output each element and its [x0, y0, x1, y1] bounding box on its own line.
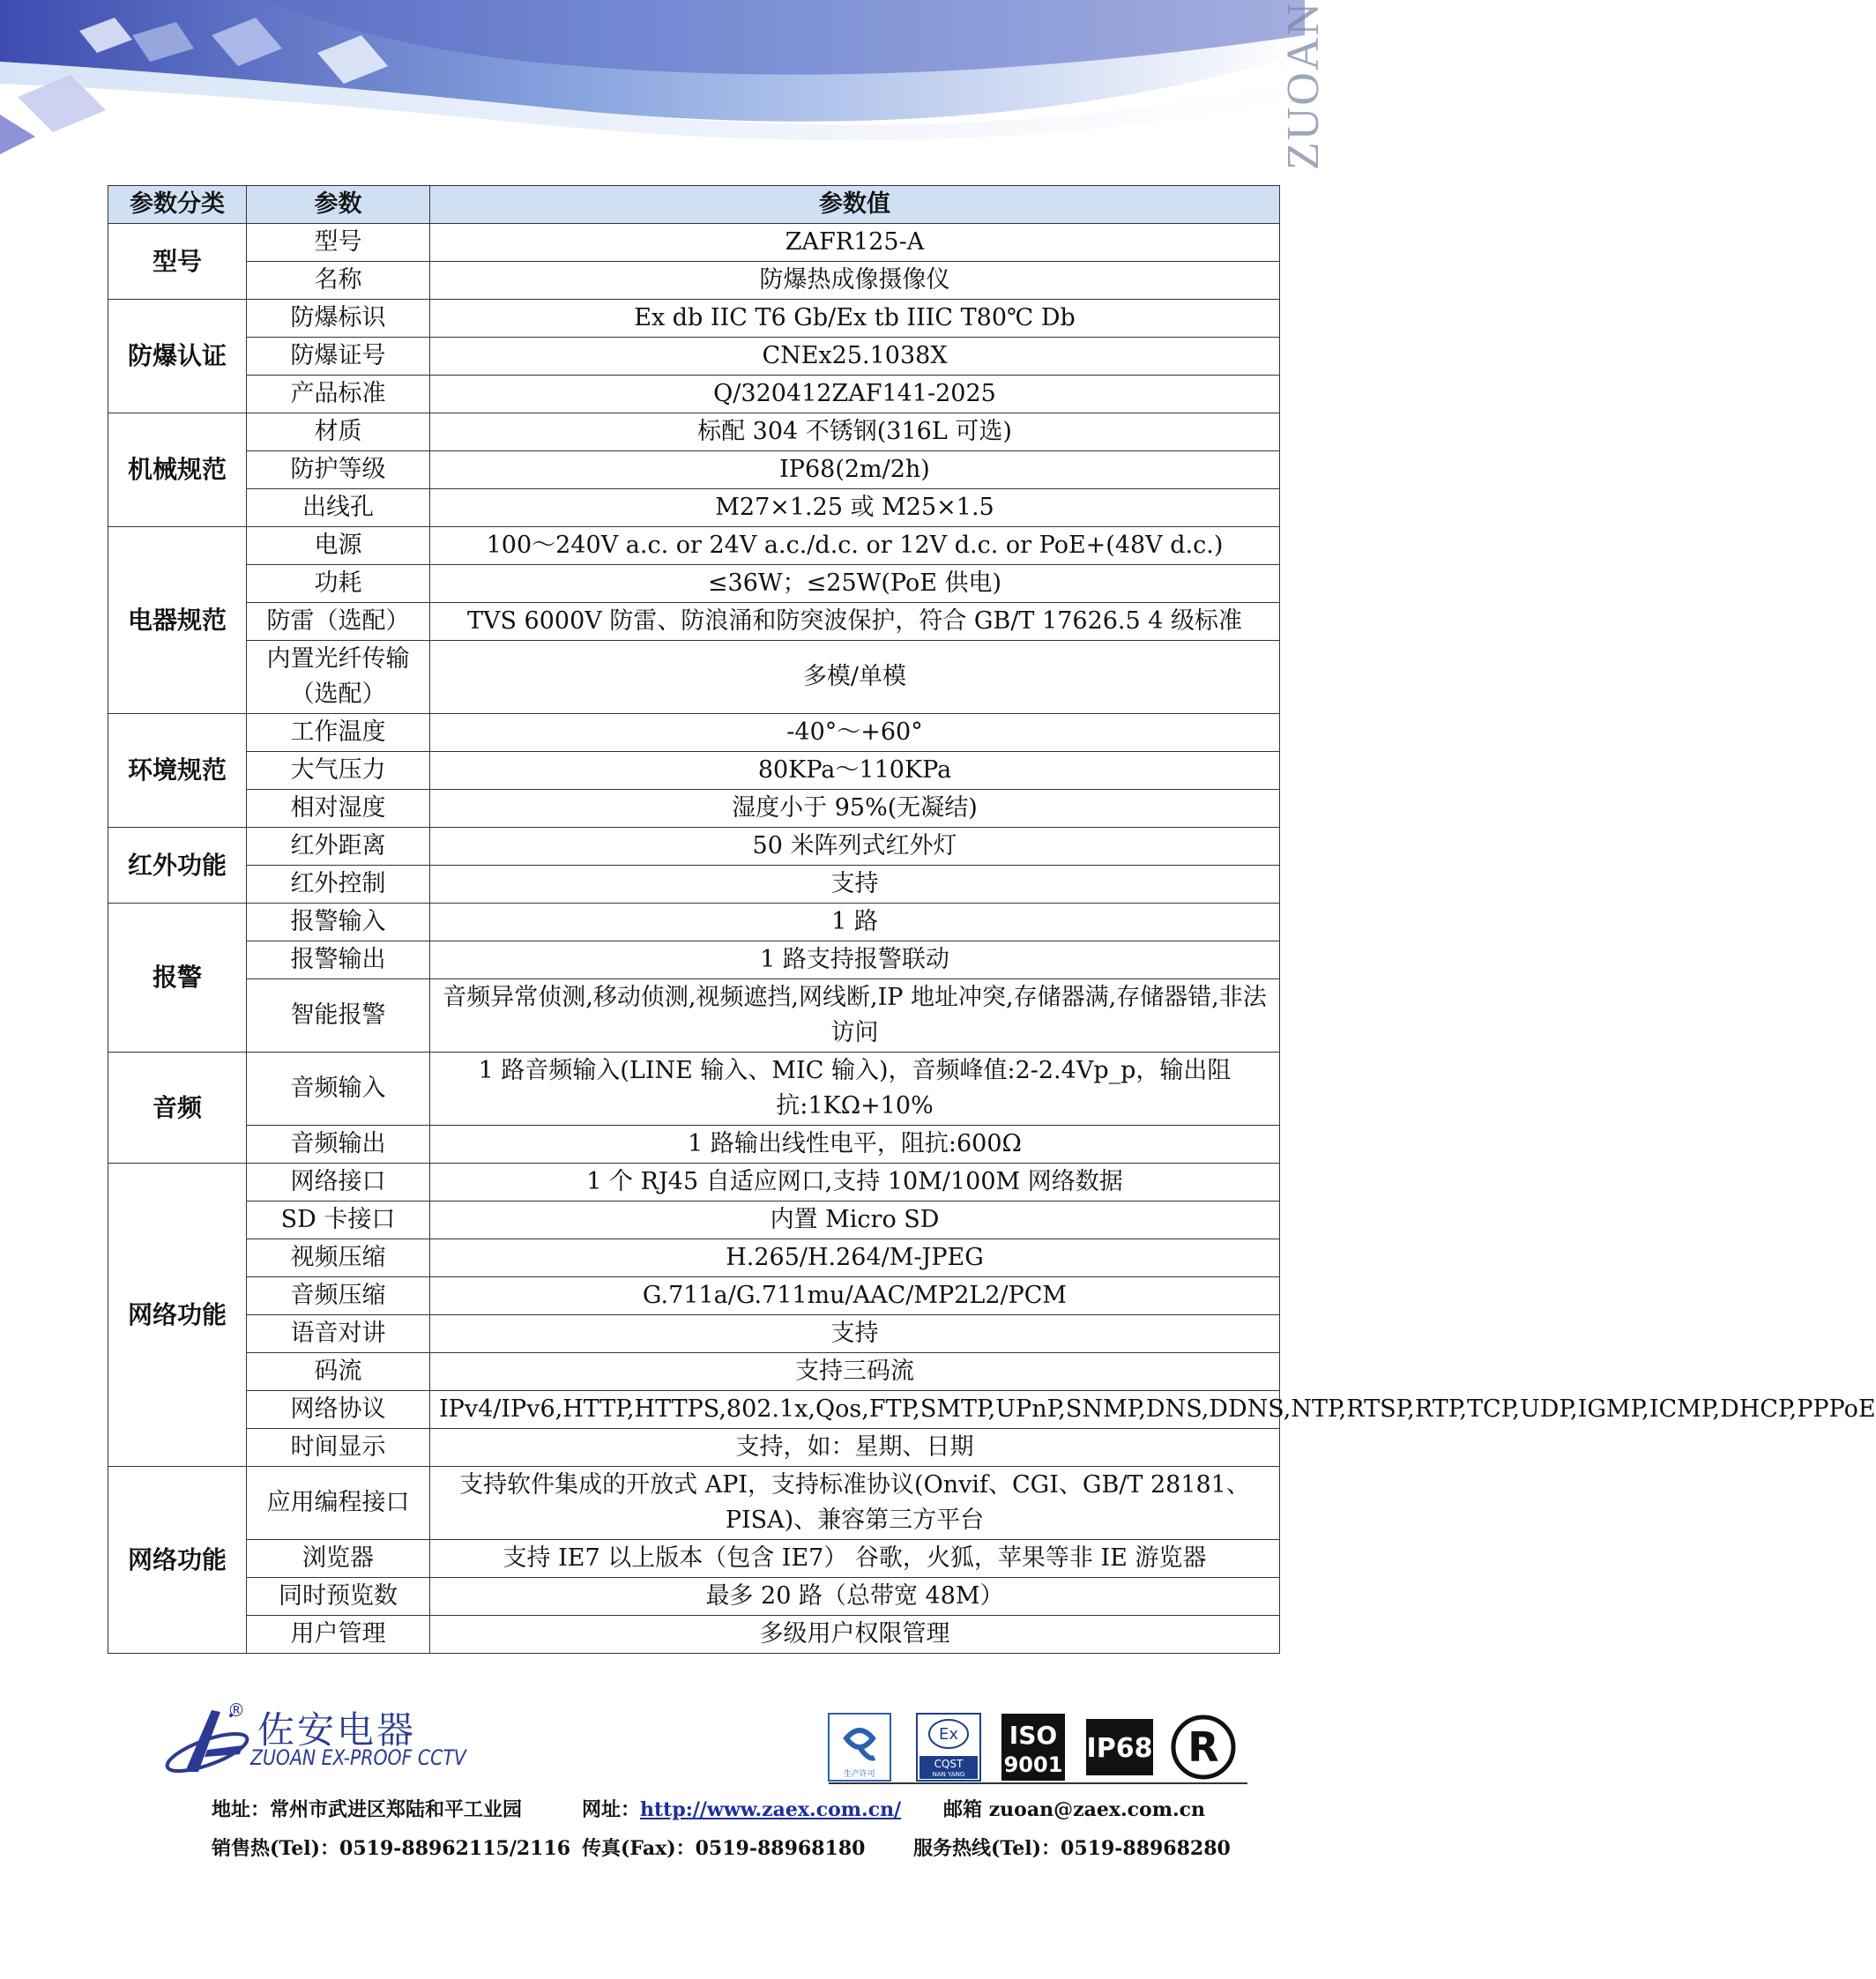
parameter-name-cell: 视频压缩: [247, 1239, 430, 1277]
parameter-name-cell: 红外控制: [247, 866, 430, 904]
table-row: [108, 1391, 1280, 1429]
table-row: [108, 1164, 1280, 1202]
category-cell: 电器规范: [108, 527, 247, 714]
parameter-name-cell: 红外距离: [247, 828, 430, 866]
parameter-value-cell: 防爆热成像摄像仪: [430, 262, 1280, 300]
registered-mark: ®: [227, 1700, 245, 1721]
parameter-name-cell: 浏览器: [247, 1540, 430, 1578]
parameter-name-cell: SD 卡接口: [247, 1202, 430, 1239]
parameter-name-cell: 报警输入: [247, 904, 430, 941]
parameter-value-cell: 1 路输出线性电平，阻抗:600Ω: [430, 1126, 1280, 1164]
table-row: [108, 603, 1280, 641]
parameter-value-cell: ≤36W；≤25W(PoE 供电): [430, 565, 1280, 603]
parameter-value-cell: -40°～+60°: [430, 714, 1280, 752]
parameter-name-cell: 功耗: [247, 565, 430, 603]
table-row: [108, 641, 1280, 714]
table-row: [108, 828, 1280, 866]
parameter-value-cell: 多级用户权限管理: [430, 1616, 1280, 1654]
parameter-value-cell: 湿度小于 95%(无凝结): [430, 790, 1280, 828]
footer-sales-tel: 销售热(Tel)：0519-88962115/2116: [212, 1837, 571, 1860]
spec-table: [108, 185, 1876, 1654]
spec-table-body: [108, 224, 1876, 1654]
footer-website: 网址：http://www.zaex.com.cn/: [582, 1798, 902, 1821]
svg-text:9001: 9001: [1003, 1752, 1063, 1777]
table-row: [108, 714, 1280, 752]
parameter-value-cell: 支持软件集成的开放式 API，支持标准协议(Onvif、CGI、GB/T 28181、PISA)、兼容第三方平台: [430, 1467, 1280, 1540]
parameter-value-cell: IPv4/IPv6,HTTP,HTTPS,802.1x,Qos,FTP,SMTP,UPnP,SNMP,DNS,DDNS,NTP,RTSP,RTP,TCP,UDP,IGMP,ICMP,DHCP,PPPoE: [430, 1391, 1280, 1429]
parameter-name-cell: 产品标准: [247, 376, 430, 413]
ex-cqst-icon: [917, 1714, 980, 1781]
category-cell: 报警: [108, 904, 247, 1053]
parameter-value-cell: 1 路音频输入(LINE 输入、MIC 输入)，音频峰值:2-2.4Vp_p，输出阻抗:1KΩ+10%: [430, 1053, 1280, 1126]
parameter-value-cell: M27×1.25 或 M25×1.5: [430, 489, 1280, 527]
table-row: [108, 300, 1280, 338]
category-cell: 环境规范: [108, 714, 247, 828]
category-cell: 红外功能: [108, 828, 247, 904]
table-row: [108, 1578, 1280, 1616]
parameter-value-cell: 支持: [430, 866, 1280, 904]
footer-address: 地址：常州市武进区郑陆和平工业园: [212, 1798, 523, 1821]
parameter-name-cell: 音频压缩: [247, 1277, 430, 1315]
parameter-name-cell: 音频输出: [247, 1126, 430, 1164]
parameter-name-cell: 大气压力: [247, 752, 430, 790]
header-parameter: 参数: [247, 186, 430, 224]
parameter-name-cell: 码流: [247, 1353, 430, 1391]
parameter-value-cell: H.265/H.264/M-JPEG: [430, 1239, 1280, 1277]
table-row: [108, 451, 1280, 489]
registered-trademark-icon: [1173, 1717, 1233, 1777]
category-cell: 网络功能: [108, 1164, 247, 1467]
parameter-value-cell: 标配 304 不锈钢(316L 可选): [430, 413, 1280, 451]
parameter-name-cell: 报警输出: [247, 941, 430, 979]
table-row: [108, 565, 1280, 603]
parameter-name-cell: 防爆标识: [247, 300, 430, 338]
parameter-value-cell: 最多 20 路（总带宽 48M）: [430, 1578, 1280, 1616]
parameter-value-cell: 支持，如：星期、日期: [430, 1429, 1280, 1467]
table-row: [108, 1202, 1280, 1239]
table-row: [108, 262, 1280, 300]
iso-9001-icon: [1001, 1714, 1065, 1781]
parameter-value-cell: 1 个 RJ45 自适应网口,支持 10M/100M 网络数据: [430, 1164, 1280, 1202]
svg-text:Ex: Ex: [938, 1725, 959, 1744]
footer-fax: 传真(Fax)：0519-88968180: [582, 1837, 866, 1860]
category-cell: 音频: [108, 1053, 247, 1164]
parameter-name-cell: 音频输入: [247, 1053, 430, 1126]
parameter-value-cell: 80KPa～110KPa: [430, 752, 1280, 790]
parameter-name-cell: 智能报警: [247, 979, 430, 1053]
table-row: [108, 790, 1280, 828]
svg-text:CQST: CQST: [934, 1758, 964, 1770]
parameter-name-cell: 防护等级: [247, 451, 430, 489]
parameter-name-cell: 防爆证号: [247, 338, 430, 376]
website-link[interactable]: http://www.zaex.com.cn/: [640, 1798, 902, 1821]
certification-icons: [829, 1712, 1252, 1782]
parameter-value-cell: 50 米阵列式红外灯: [430, 828, 1280, 866]
table-row: [108, 1239, 1280, 1277]
category-cell: 机械规范: [108, 413, 247, 527]
table-row: [108, 1315, 1280, 1353]
parameter-value-cell: IP68(2m/2h): [430, 451, 1280, 489]
svg-text:ISO: ISO: [1009, 1721, 1058, 1750]
parameter-name-cell: 防雷（选配）: [247, 603, 430, 641]
parameter-name-cell: 工作温度: [247, 714, 430, 752]
table-row: [108, 1616, 1280, 1654]
parameter-name-cell: 内置光纤传输（选配）: [247, 641, 430, 714]
table-row: [108, 904, 1280, 941]
svg-text:NAN YANG: NAN YANG: [932, 1771, 965, 1778]
header-banner: [0, 0, 1399, 176]
parameter-name-cell: 出线孔: [247, 489, 430, 527]
category-cell: 型号: [108, 224, 247, 300]
category-cell: 防爆认证: [108, 300, 247, 413]
table-row: [108, 979, 1280, 1053]
parameter-name-cell: 应用编程接口: [247, 1467, 430, 1540]
table-row: [108, 224, 1280, 262]
parameter-value-cell: 多模/单模: [430, 641, 1280, 714]
table-row: [108, 489, 1280, 527]
parameter-value-cell: TVS 6000V 防雷、防浪涌和防突波保护，符合 GB/T 17626.5 4 级标准: [430, 603, 1280, 641]
parameter-value-cell: Q/320412ZAF141-2025: [430, 376, 1280, 413]
table-row: [108, 1053, 1280, 1126]
header-category: 参数分类: [108, 186, 247, 224]
parameter-value-cell: 音频异常侦测,移动侦测,视频遮挡,网线断,IP 地址冲突,存储器满,存储器错,非法访问: [430, 979, 1280, 1053]
ip68-icon: [1086, 1719, 1153, 1775]
parameter-value-cell: CNEx25.1038X: [430, 338, 1280, 376]
header-value: 参数值: [430, 186, 1280, 224]
category-cell: 网络功能: [108, 1467, 247, 1654]
parameter-value-cell: 1 路: [430, 904, 1280, 941]
parameter-name-cell: 相对湿度: [247, 790, 430, 828]
table-row: [108, 1540, 1280, 1578]
parameter-value-cell: 内置 Micro SD: [430, 1202, 1280, 1239]
table-row: [108, 1429, 1280, 1467]
table-row: [108, 338, 1280, 376]
logo-chinese-name: 佐安电器: [257, 1708, 417, 1752]
parameter-name-cell: 型号: [247, 224, 430, 262]
table-row: [108, 941, 1280, 979]
table-row: [108, 1126, 1280, 1164]
parameter-name-cell: 电源: [247, 527, 430, 565]
parameter-value-cell: Ex db IIC T6 Gb/Ex tb IIIC T80℃ Db: [430, 300, 1280, 338]
parameter-value-cell: 支持三码流: [430, 1353, 1280, 1391]
footer-service-tel: 服务热线(Tel)：0519-88968280: [913, 1837, 1231, 1860]
cert-label-license: 生产许可: [843, 1770, 876, 1779]
parameter-name-cell: 名称: [247, 262, 430, 300]
parameter-name-cell: 语音对讲: [247, 1315, 430, 1353]
parameter-name-cell: 用户管理: [247, 1616, 430, 1654]
production-license-icon: [829, 1714, 890, 1781]
table-header-row: [108, 186, 1280, 224]
parameter-value-cell: 支持: [430, 1315, 1280, 1353]
parameter-name-cell: 同时预览数: [247, 1578, 430, 1616]
table-row: [108, 376, 1280, 413]
parameter-name-cell: 网络协议: [247, 1391, 430, 1429]
svg-text:R: R: [1187, 1723, 1219, 1771]
parameter-value-cell: 100～240V a.c. or 24V a.c./d.c. or 12V d.c. or PoE+(48V d.c.): [430, 527, 1280, 565]
parameter-value-cell: 1 路支持报警联动: [430, 941, 1280, 979]
table-row: [108, 752, 1280, 790]
svg-text:ZUOAN: ZUOAN: [1277, 1, 1329, 170]
svg-text:IP68: IP68: [1086, 1733, 1153, 1764]
parameter-value-cell: 支持 IE7 以上版本（包含 IE7） 谷歌，火狐，苹果等非 IE 游览器: [430, 1540, 1280, 1578]
parameter-value-cell: ZAFR125-A: [430, 224, 1280, 262]
footer-email: 邮箱 zuoan@zaex.com.cn: [943, 1798, 1206, 1821]
table-row: [108, 1277, 1280, 1315]
table-row: [108, 1467, 1280, 1540]
parameter-value-cell: G.711a/G.711mu/AAC/MP2L2/PCM: [430, 1277, 1280, 1315]
table-row: [108, 527, 1280, 565]
logo-english-name: ZUOAN EX-PROOF CCTV: [250, 1745, 466, 1770]
table-row: [108, 1353, 1280, 1391]
footer-divider: [829, 1782, 1247, 1784]
table-row: [108, 866, 1280, 904]
brand-vertical-logo: [1277, 1, 1338, 170]
parameter-name-cell: 时间显示: [247, 1429, 430, 1467]
table-row: [108, 413, 1280, 451]
parameter-name-cell: 网络接口: [247, 1164, 430, 1202]
parameter-name-cell: 材质: [247, 413, 430, 451]
